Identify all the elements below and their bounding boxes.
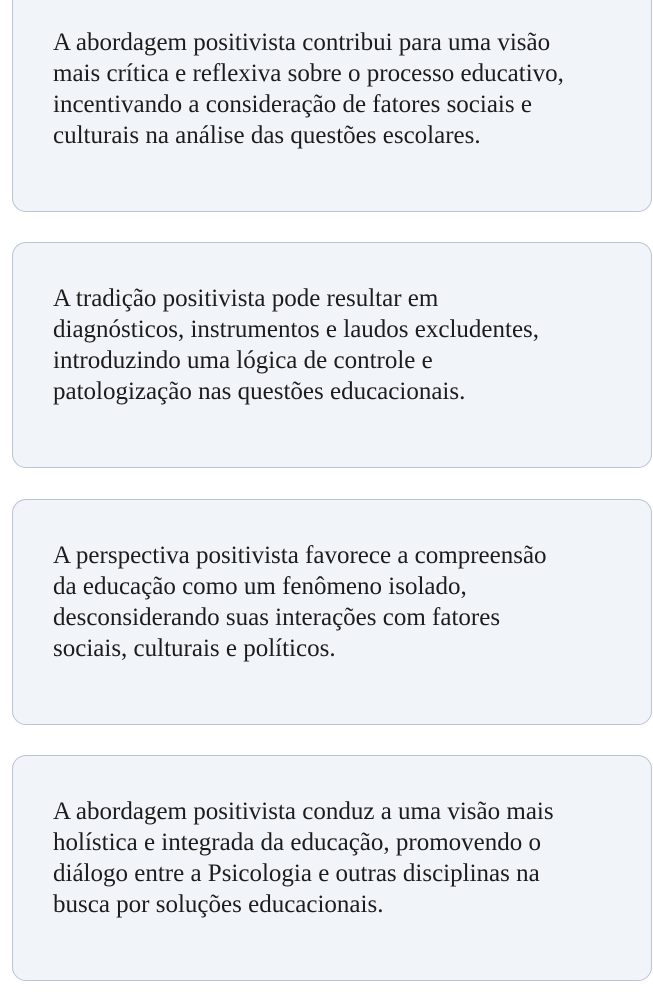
answer-option-3-line-3: desconsiderando suas interações com fatores (53, 604, 501, 631)
answer-option-3-line-1: A perspectiva positivista favorece a compreensão (53, 542, 547, 569)
answer-option-2-line-4: patologização nas questões educacionais. (53, 378, 466, 405)
answer-option-3[interactable] (12, 499, 652, 725)
answer-option-3-text (53, 540, 621, 664)
answer-option-3-line-2: da educação como um fenômeno isolado, (53, 573, 467, 600)
answer-option-1-line-2: mais crítica e reflexiva sobre o processo educativo, (53, 60, 564, 87)
answer-option-3-line-4: sociais, culturais e políticos. (53, 635, 336, 662)
answer-option-2-line-2: diagnósticos, instrumentos e laudos excludentes, (53, 316, 540, 343)
answer-option-4-line-3: diálogo entre a Psicologia e outras disciplinas na (53, 860, 540, 887)
answer-option-2-line-1: A tradição positivista pode resultar em (53, 285, 439, 312)
answer-option-2-text (53, 283, 621, 407)
answer-option-1-line-4: culturais na análise das questões escolares. (53, 122, 481, 149)
answer-option-4-text (53, 796, 621, 920)
answer-option-2-line-3: introduzindo uma lógica de controle e (53, 347, 433, 374)
answer-option-4-line-1: A abordagem positivista conduz a uma visão mais (53, 798, 554, 825)
answer-option-4-line-4: busca por soluções educacionais. (53, 891, 384, 918)
answer-option-4[interactable] (12, 755, 652, 981)
answer-option-4-line-2: holística e integrada da educação, promovendo o (53, 829, 542, 856)
answer-option-1-text (53, 27, 621, 151)
answer-option-2[interactable] (12, 242, 652, 468)
answer-option-1[interactable] (12, 0, 652, 212)
answer-option-1-line-3: incentivando a consideração de fatores sociais e (53, 91, 532, 118)
answer-option-1-line-1: A abordagem positivista contribui para uma visão (53, 29, 551, 56)
